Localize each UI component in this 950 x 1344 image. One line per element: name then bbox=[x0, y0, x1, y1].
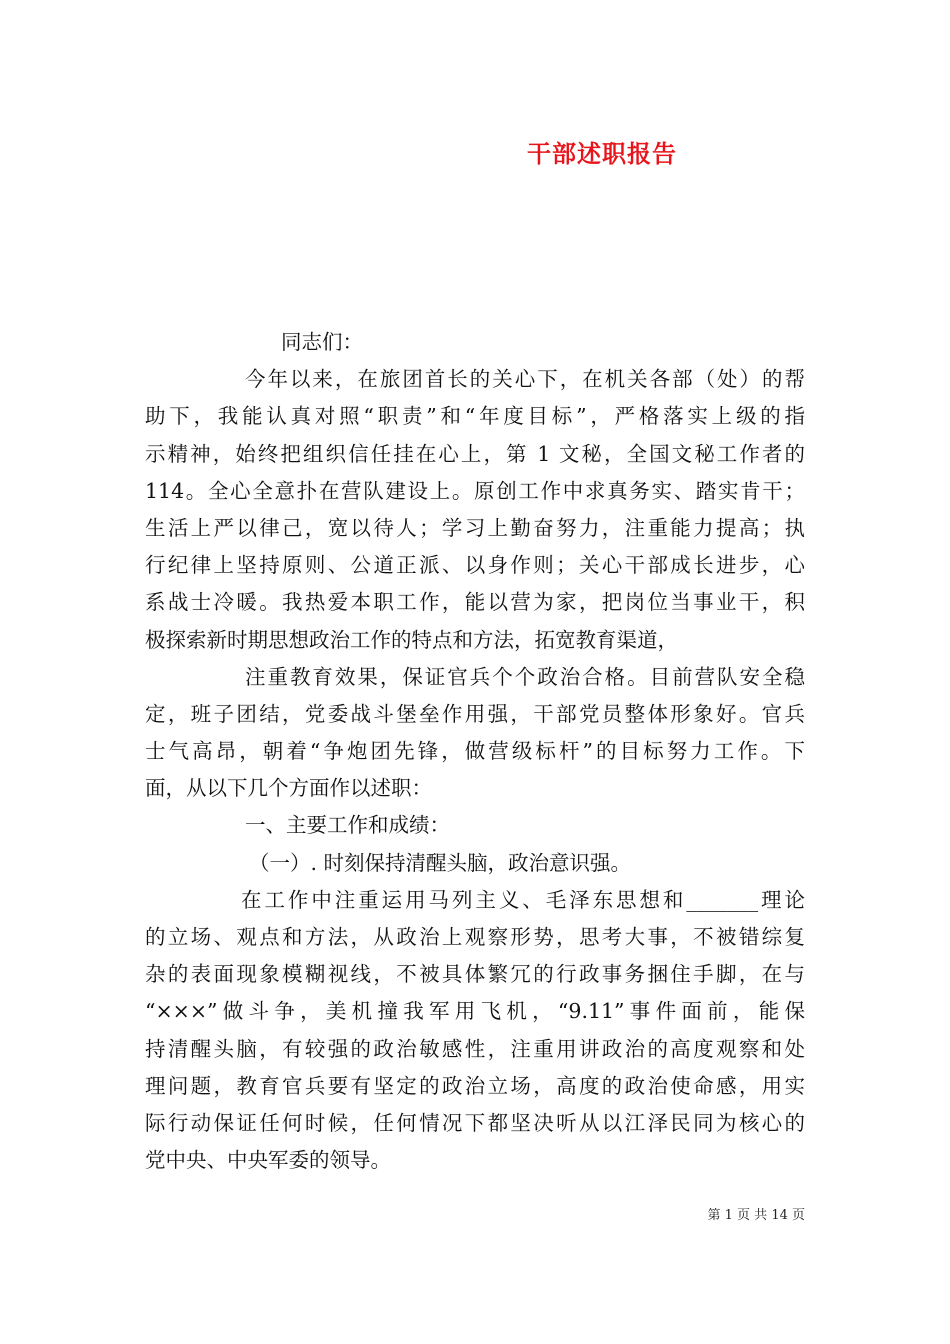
paragraph-line: 行纪律上坚持原则、公道正派、以身作则；关心干部成长进步，心 bbox=[145, 553, 805, 578]
paragraph-line: 士气高昂，朝着“争炮团先锋，做营级标杆”的目标努力工作。下 bbox=[145, 739, 805, 764]
document-body bbox=[145, 324, 805, 1179]
paragraph-line: 定，班子团结，党委战斗堡垒作用强，干部党员整体形象好。官兵 bbox=[145, 701, 805, 726]
paragraph-line: 党中央、中央军委的领导。 bbox=[145, 1148, 391, 1173]
paragraph-line: 助下，我能认真对照“职责”和“年度目标”，严格落实上级的指 bbox=[145, 404, 805, 429]
paragraph-line: 理问题，教育官兵要有坚定的政治立场，高度的政治使命感，用实 bbox=[145, 1073, 805, 1098]
paragraph-line: “×××”做斗争，美机撞我军用飞机，“9.11”事件面前，能保 bbox=[145, 999, 805, 1024]
paragraph-line: 杂的表面现象模糊视线，不被具体繁冗的行政事务捆住手脚，在与 bbox=[145, 962, 805, 987]
salutation: 同志们： bbox=[281, 330, 363, 354]
section-heading: 一、主要工作和成绩： bbox=[245, 813, 450, 838]
paragraph-line: 生活上严以律己，宽以待人；学习上勤奋努力，注重能力提高；执 bbox=[145, 515, 805, 540]
paragraph-line: 114。全心全意扑在营队建设上。原创工作中求真务实、踏实肯干； bbox=[145, 478, 805, 503]
paragraph-line: 在工作中注重运用马列主义、毛泽东思想和_______理论 bbox=[241, 887, 805, 912]
paragraph-line: 注重教育效果，保证官兵个个政治合格。目前营队安全稳 bbox=[245, 664, 805, 689]
paragraph-line: 示精神，始终把组织信任挂在心上，第 1 文秘，全国文秘工作者的 bbox=[145, 441, 805, 466]
page-number: 第 1 页 共 14 页 bbox=[707, 1208, 805, 1223]
paragraph-line: 持清醒头脑，有较强的政治敏感性，注重用讲政治的高度观察和处 bbox=[145, 1036, 805, 1061]
subsection-heading: （一）. 时刻保持清醒头脑，政治意识强。 bbox=[249, 850, 632, 875]
paragraph-line: 面，从以下几个方面作以述职： bbox=[145, 776, 432, 801]
paragraph-line: 的立场、观点和方法，从政治上观察形势，思考大事，不被错综复 bbox=[145, 925, 805, 949]
paragraph-line: 系战士冷暖。我热爱本职工作，能以营为家，把岗位当事业干，积 bbox=[145, 590, 805, 615]
paragraph-line: 际行动保证任何时候，任何情况下都坚决听从以江泽民同为核心的 bbox=[145, 1110, 805, 1135]
paragraph-line: 今年以来，在旅团首长的关心下，在机关各部（处）的帮 bbox=[245, 367, 805, 392]
paragraph-line: 极探索新时期思想政治工作的特点和方法，拓宽教育渠道， bbox=[145, 627, 678, 652]
document-title: 干部述职报告 bbox=[527, 139, 677, 168]
